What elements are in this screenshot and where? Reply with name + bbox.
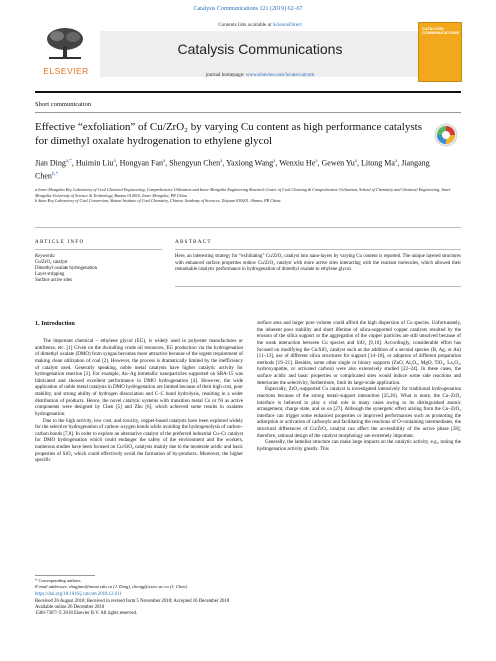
journal-reference[interactable]: Catalysis Communications 121 (2019) 62–67 xyxy=(193,6,303,12)
keyword: Surface active sites xyxy=(35,278,73,283)
journal-homepage xyxy=(100,72,420,78)
affiliations xyxy=(35,187,460,204)
header-divider xyxy=(35,91,461,93)
keyword: Cu/ZrO₂ catalyst xyxy=(35,260,68,265)
article-title: Effective “exfoliation” of Cu/ZrO₂ by varying Cu content as high performance catalysts for dimethyl oxalate hydrogenation to ethylene glycol xyxy=(35,121,422,147)
author-affiliation-mark[interactable]: a xyxy=(113,159,116,164)
cover-title: CATALYSIS COMMUNICATIONS xyxy=(422,26,460,36)
author[interactable]: Jiangang Chen xyxy=(35,158,430,181)
author[interactable]: Yaxiong Wang xyxy=(226,158,274,168)
author-affiliation-mark[interactable]: a xyxy=(394,159,398,164)
keyword: Dimethyl oxalate hydrogenation xyxy=(35,266,98,271)
author[interactable]: Shengyun Chen xyxy=(169,158,221,168)
author[interactable]: Huimin Liu xyxy=(75,158,114,168)
abstract-divider xyxy=(175,249,461,250)
author-affiliation-mark[interactable]: a,* xyxy=(65,159,72,164)
crossmark-icon[interactable] xyxy=(432,122,460,150)
article-info-heading: ARTICLE INFO xyxy=(35,239,85,245)
email-addresses[interactable]: E-mail addresses: dingjian@imust.edu.cn (J. Ding), chenjg@sxicc.ac.cn (J. Chen). xyxy=(35,584,189,589)
body-paragraph: The important chemical – ethylene glycol (EG), is widely used in polyester manufactures or antifreeze, etc. [1] Given on the dwindling crude oil resources, EG production via the hydrogenation of dimethyl oxalate (DMO) from syngas becomes more attractive because of the urgent requirement of making clean utilization of coal [2]. However, the process is dramatically limited by the inefficiency of catalyst used. Generally speaking, noble metal catalysts have higher catalytic activity for hydrogenation reaction [3]. For example, Au–Ag bimetallic nanoparticles supported on SBA-15 was fabricated and showed excellent performance in DMO hydrogenation [4]. However, the wide application of noble metal catalysts in DMO hydrogenation are limited because of their high cost, poor stability, and strong ability of hydrogen dissociation and C–C bond hydrolysis, resulting in a wider distribution of products. Hence, the novel catalytic systems with transition metal Co or Ni as active components were designed by Chen [5] and Zhu [6], which achieved some results in oxalates hydrogenation. xyxy=(35,338,243,417)
article-type: Short communication xyxy=(35,101,92,108)
footnote-divider xyxy=(35,575,95,576)
author[interactable]: Hongyan Fan xyxy=(119,158,163,168)
received-dates: Received 26 August 2018; Received in revised form 5 November 2018; Accepted 16 December 2018 xyxy=(35,599,230,604)
elsevier-logo xyxy=(35,22,97,82)
author-affiliation-mark[interactable]: a xyxy=(315,159,318,164)
available-online: Available online 26 December 2018 xyxy=(35,605,105,611)
body-column-right xyxy=(257,320,461,453)
body-paragraph: Generally, the lamellar structure can make large impacts on the catalytic activity, e.g., tuning the hydrogenation activity greatly. This xyxy=(257,439,461,452)
author[interactable]: Wenxiu He xyxy=(279,158,316,168)
body-paragraph: surface area and larger pore volume could afford the high dispersion of Cu species. Unfortunately, the inherent poor stability and short lifetime of silica-supported copper catalysts resulted by the erosion of the silica support or the aggregation of the copper particles are still unsolved because of the weak interaction between Cu species and SiO₂ [9,10]. Accordingly, considerable effort has focused on modifying the Cu/SiO₂ catalyst such as the addition of a second species (B, Ag, or Au) [11–13], use of different silica structures for support [14–18], or adoption of different preparation methods [19–21]. Besides, some other single or binary supports (ZnO, Al₂O₃, MgO, TiO₂, La₂O₃, hydroxyapatite, or activated carbon) were also extensively studied [22–24]. In these cases, the surface acidic and basic properties or complicated sites would induce some side reactions and deteriorate the selectivity, furthermore, limit its large-scale application. xyxy=(257,320,461,386)
abstract-text: Here, an interesting strategy for “exfoliating” Cu/ZrO₂ catalyst into nano-layers by varying Cu content is reported. The unique layered structures with enhanced surface properties endow Cu/ZrO₂ catalyst with more active sites interacting with the reactant molecules, which allowed their remarkable catalytic performance in hydrogenation of dimethyl oxalate to ethylene glycol. xyxy=(175,254,461,273)
author-affiliation-mark[interactable]: a xyxy=(273,159,276,164)
keyword: Layer stripping xyxy=(35,272,65,277)
doi-link[interactable]: https://doi.org/10.1016/j.catcom.2018.12.011 xyxy=(35,592,122,597)
affiliation-a: a Inner Mongolia Key Laboratory of Coal Chemical Engineering, Comprehensive Utilization and Inner Mongolia Engineering Research Center of Coal Cleaning & Comprehensive Utilization, School of Chemistry and Chemical Engineering, Inner Mongolia University of Science & Technology, Baotou 014010, Inner Mongolia, PR China xyxy=(35,187,451,198)
abstract-heading: ABSTRACT xyxy=(175,239,212,245)
author-affiliation-mark[interactable]: a xyxy=(354,159,357,164)
footnote xyxy=(35,578,335,590)
journal-title: Catalysis Communications xyxy=(177,41,343,57)
homepage-prefix: journal homepage: xyxy=(205,72,245,78)
elsevier-tree-icon xyxy=(43,26,87,60)
corresponding-note: * Corresponding authors. xyxy=(35,578,82,583)
author[interactable]: Litong Ma xyxy=(360,158,395,168)
homepage-link[interactable]: www.elsevier.com/locate/catcom xyxy=(245,72,315,78)
body-column-left xyxy=(35,338,243,464)
journal-cover-thumbnail xyxy=(418,22,462,82)
body-paragraph: Due to the high activity, low cost, and toxicity, copper-based catalysts have been explored widely for the selective hydrogenation of carbon–oxygen bonds while avoiding the hydrogenolysis of carbon–carbon bonds [7,8]. In order to explore an alternative catalyst of the preferred industrial Cu–Cr catalyst for DMO hydrogenation which could endanger the safety of the environment and the workers, numerous studies have been focused on Cu/SiO₂ catalysts mainly due to the moderate acidic and basic properties of SiO₂ which could effectively avoid the formation of by-products. Moreover, the higher specific xyxy=(35,417,243,464)
author[interactable]: Gewen Yu xyxy=(321,158,355,168)
contents-prefix: Contents lists available at xyxy=(218,22,272,28)
body-paragraph: Especially, ZrO₂-supported Cu catalyst is investigated intensively for traditional hydrogenation reactions because of the strong metal–support interaction [25,26]. What is more, the Cu–ZrO₂ interface is believed to play a vital role in many cases owing to its distinguished atomic arrangement, charge state, and so on [27]. Although the synergetic effect arising from the Cu–ZrO₂ interface can trigger some enhanced properties or improved performances such as promoting the adsorption or activation of carbonyls and facilitating the reactions of O-containing intermediates, the structural differences of Cu/ZrO₂ catalyst can affect the accessibility of the active phase [28]; therefore, rational design of the catalyst morphology are extremely important. xyxy=(257,386,461,439)
author-affiliation-mark[interactable]: b,* xyxy=(51,172,59,178)
keywords-block xyxy=(35,254,162,284)
affiliation-divider xyxy=(35,227,461,228)
introduction-heading: 1. Introduction xyxy=(35,320,75,327)
publisher-name: ELSEVIER xyxy=(43,66,89,76)
keywords-label: Keywords: xyxy=(35,254,56,259)
publication-dates xyxy=(35,599,365,617)
contents-line xyxy=(100,22,420,28)
author[interactable]: Jian Ding xyxy=(35,158,66,168)
abstract-bottom-divider xyxy=(175,286,461,287)
sciencedirect-link[interactable]: ScienceDirect xyxy=(272,22,302,28)
author-affiliation-mark[interactable]: a xyxy=(220,159,223,164)
copyright: 1566-7367/ © 2018 Elsevier B.V. All rights reserved. xyxy=(35,611,138,617)
affiliation-b: b State Key Laboratory of Coal Conversion, Shanxi Institute of Coal Chemistry, Chinese Academy of Sciences, Taiyuan 030001, Shanxi, PR China xyxy=(35,198,281,204)
section-divider xyxy=(35,112,461,113)
author-list: Jian Ding$^{a,*}$, Huimin Liu$^a$, Hongyan Fan$^a$, Shengyun Chen$^a$, Yaxiong Wang$^a$, Wenxiu He$^a$, Gewen Yu$^a$, Litong Ma$^a$, Jiangang Chen$^{b,*}$ xyxy=(35,158,430,181)
article-info-divider xyxy=(35,249,162,250)
author-affiliation-mark[interactable]: a xyxy=(163,159,166,164)
